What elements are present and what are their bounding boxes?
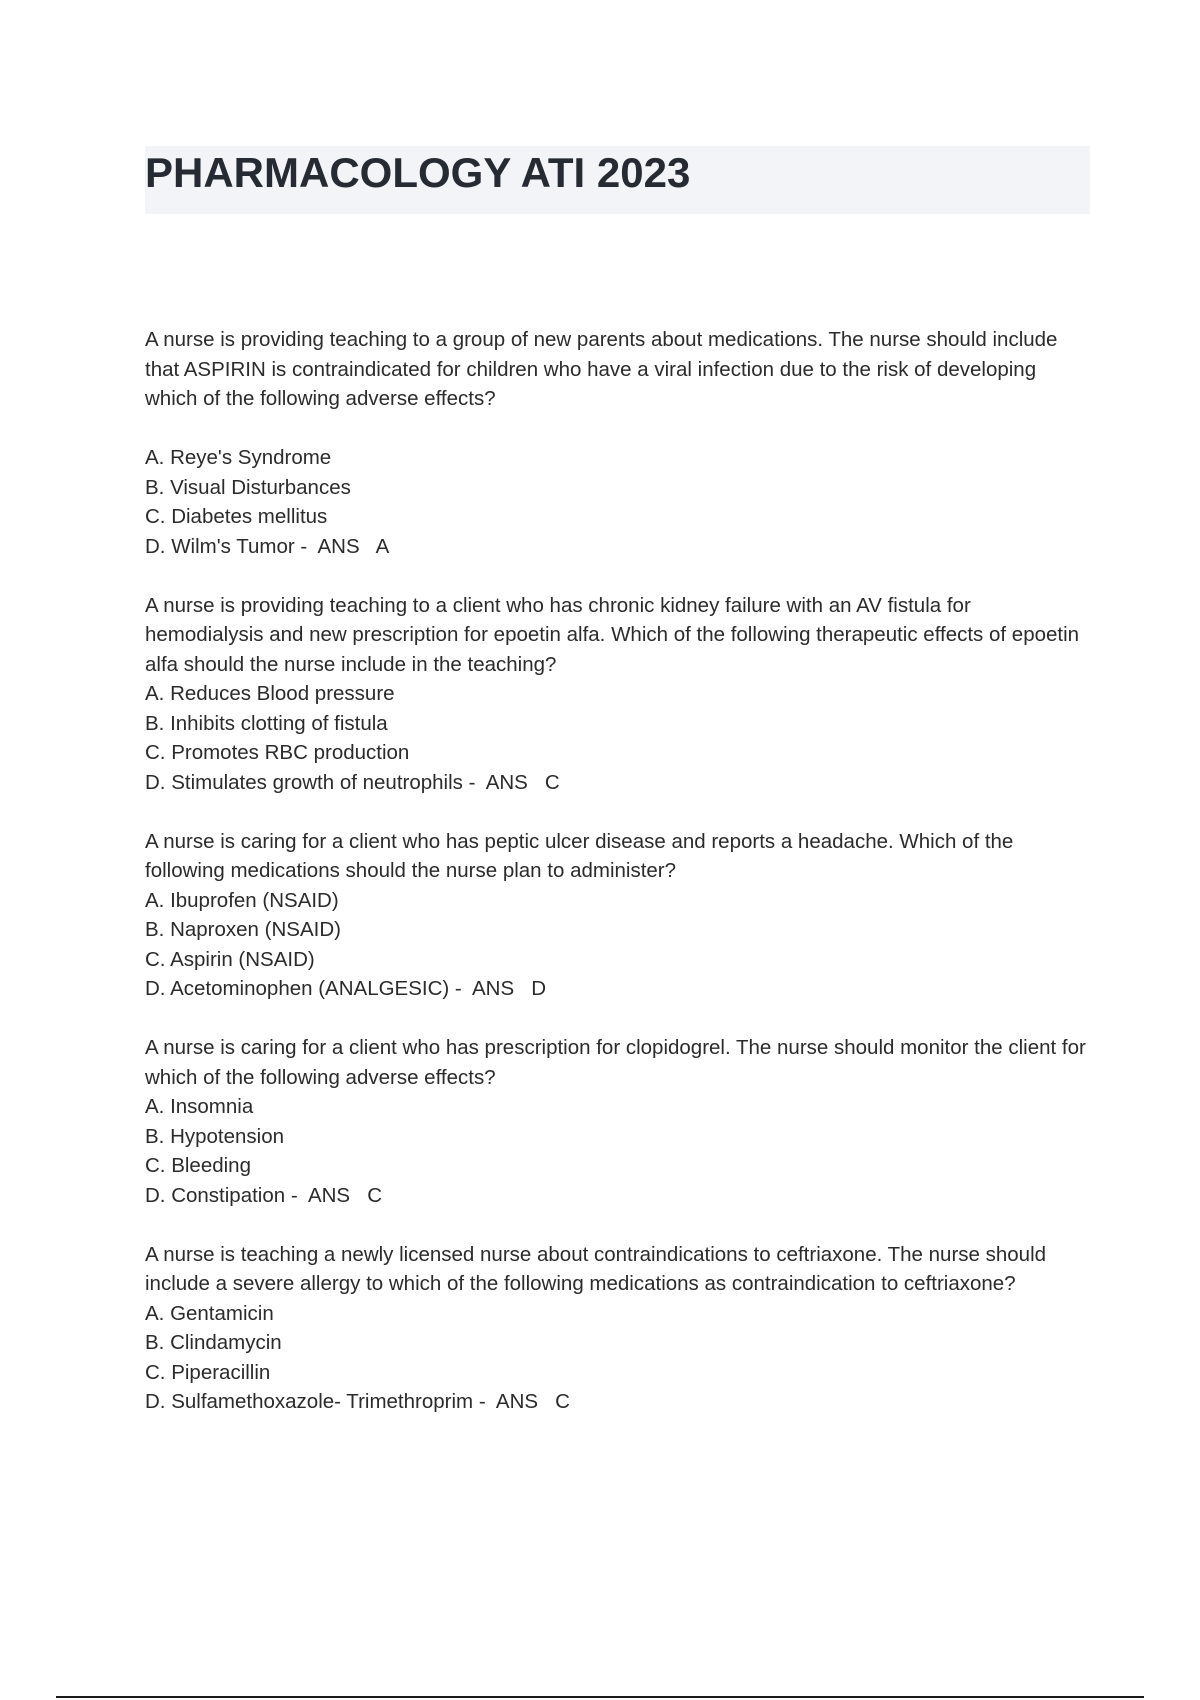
question-text: A nurse is caring for a client who has peptic ulcer disease and reports a headache. Which of the following medications should the nurse plan to administer?: [145, 829, 1014, 882]
question-2: [145, 591, 1090, 798]
question-text: A nurse is caring for a client who has prescription for clopidogrel. The nurse should monitor the client for which of the following adverse effects?: [145, 1036, 1086, 1089]
question-list: [145, 325, 1090, 1446]
question-3: [145, 827, 1090, 1004]
option-d-text: D. Stimulates growth of neutrophils: [145, 770, 463, 794]
answer-key: - ANS A: [294, 534, 390, 558]
option-a: A. Gentamicin: [145, 1301, 274, 1325]
option-d: [145, 768, 1090, 798]
option-b: B. Clindamycin: [145, 1331, 282, 1354]
question-4: [145, 1033, 1090, 1210]
question-text: A nurse is providing teaching to a group of new parents about medications. The nurse should include that ASPIRIN is contraindicated for children who have a viral infection due to the risk of developing which of the following adverse effects?: [145, 328, 1058, 410]
option-c: C. Bleeding: [145, 1154, 251, 1177]
option-a: A. Reduces Blood pressure: [145, 682, 395, 705]
answer-key: - ANS C: [473, 1390, 570, 1413]
option-c: C. Diabetes mellitus: [145, 505, 328, 528]
option-c: C. Promotes RBC production: [145, 741, 410, 764]
option-b: B. Visual Disturbances: [145, 475, 351, 499]
option-b: B. Naproxen (NSAID): [145, 918, 341, 941]
question-text: A nurse is providing teaching to a client who has chronic kidney failure with an AV fistula for hemodialysis and new prescription for epoetin alfa. Which of the following therapeutic effects of epoetin alfa should the nurse include in the teaching?: [145, 593, 1080, 676]
option-c: C. Aspirin (NSAID): [145, 947, 315, 971]
option-d: [145, 1387, 1090, 1417]
answer-key: - ANS C: [462, 770, 560, 794]
option-a: A. Insomnia: [145, 1095, 254, 1118]
question-text: A nurse is teaching a newly licensed nurse about contraindications to ceftriaxone. The nurse should include a severe allergy to which of the following medications as contraindication to ceftriaxone?: [145, 1242, 1047, 1295]
page-title: PHARMACOLOGY ATI 2023: [145, 149, 691, 196]
option-d-text: D. Acetominophen (ANALGESIC): [145, 977, 450, 1000]
answer-key: - ANS C: [285, 1183, 382, 1207]
option-d-text: D. Wilm's Tumor: [145, 534, 295, 558]
option-b: B. Inhibits clotting of fistula: [145, 711, 388, 735]
footer-rule: [56, 1696, 1144, 1698]
option-a: A. Ibuprofen (NSAID): [145, 888, 339, 912]
option-d: [145, 532, 1090, 562]
option-b: B. Hypotension: [145, 1124, 285, 1148]
option-d-text: D. Sulfamethoxazole- Trimethroprim: [145, 1390, 474, 1413]
option-d: [145, 1181, 1090, 1211]
answer-key: - ANS D: [449, 977, 547, 1000]
option-d-text: D. Constipation: [145, 1183, 286, 1207]
option-d: [145, 974, 1090, 1004]
question-1: [145, 325, 1090, 561]
option-a: A. Reye's Syndrome: [145, 446, 332, 469]
option-c: C. Piperacillin: [145, 1360, 271, 1384]
question-5: [145, 1240, 1090, 1417]
